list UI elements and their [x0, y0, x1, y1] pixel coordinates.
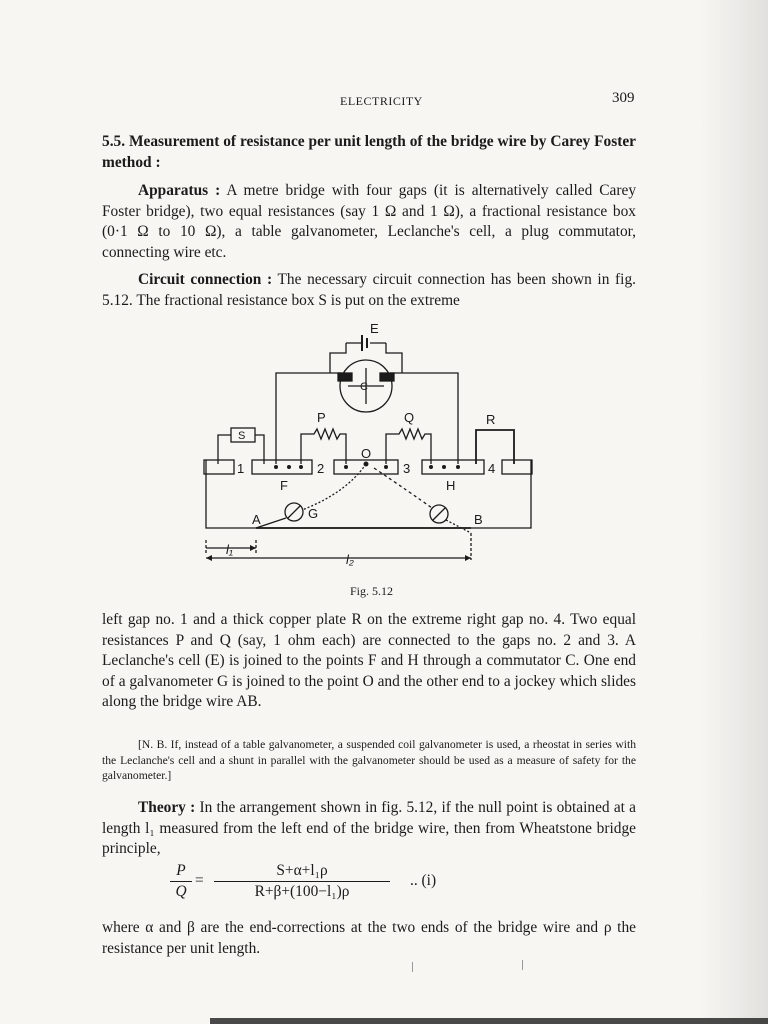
terminal-dot	[384, 465, 388, 469]
scan-mark	[412, 962, 413, 972]
label-q: Q	[404, 410, 415, 425]
page-number: 309	[612, 90, 635, 106]
label-a: A	[252, 512, 261, 527]
closing-text: where α and β are the end-corrections at the two ends of the bridge wire and ρ the resistance per unit length.	[102, 919, 636, 957]
note-block	[102, 737, 636, 784]
equation-number: .. (i)	[410, 872, 437, 889]
equation-rhs-numerator: S+α+l₁ρ	[276, 862, 328, 879]
section-number: 5.5.	[102, 133, 126, 150]
page-bottom-edge	[210, 1018, 768, 1024]
label-h: H	[446, 478, 456, 493]
wire-to-h	[390, 373, 458, 464]
resistor-q	[386, 429, 431, 464]
terminal-dot	[456, 465, 460, 469]
apparatus-text: A metre bridge with four gaps (it is alternatively called Carey Foster bridge), two equal resistances (say 1 Ω and 1 Ω), a fractional resistance box (0·1 Ω to 10 Ω), a table galvanometer, Leclanche's cell, a plug commutator, connecting wire etc.	[102, 182, 637, 261]
label-o: O	[361, 446, 372, 461]
length-guides	[206, 533, 471, 560]
apparatus-paragraph	[102, 181, 636, 263]
galvanometer-needle	[288, 506, 300, 518]
theory-paragraph	[102, 798, 636, 860]
fraction-bar	[170, 881, 192, 882]
label-gap4: 4	[488, 461, 496, 476]
label-e: E	[370, 321, 379, 336]
body-text: left gap no. 1 and a thick copper plate R on the extreme right gap no. 4. Two equal resistances P and Q (say, 1 ohm each) are connected to the gaps no. 2 and 3. A Leclanche's cell (E) is joined to the points F and H through a commutator C. One end of a galvanometer G is joined to the point O and the other end to a jockey which slides along the bridge wire AB.	[102, 611, 636, 710]
label-p: P	[317, 410, 326, 425]
terminal-dot	[364, 462, 369, 467]
fraction-bar	[214, 881, 390, 882]
equation-rhs	[214, 862, 390, 901]
terminal-dot	[429, 465, 433, 469]
terminal-dot	[274, 465, 278, 469]
equation-lhs-denominator: Q	[175, 883, 187, 900]
equation-lhs-numerator: P	[176, 862, 186, 879]
equation-rhs-denominator: R+β+(100−l₁)ρ	[254, 883, 350, 900]
terminal-dot	[344, 465, 348, 469]
commutator-pin	[380, 373, 394, 381]
label-g: G	[308, 506, 319, 521]
terminal-dot	[287, 465, 291, 469]
label-r: R	[486, 412, 496, 427]
apparatus-label: Apparatus :	[138, 182, 221, 199]
equation-lhs	[170, 862, 192, 901]
terminal-dot	[299, 465, 303, 469]
running-title: ELECTRICITY	[340, 94, 423, 108]
label-l1: l₁	[226, 542, 233, 557]
equals-sign: =	[195, 872, 204, 889]
label-s: S	[238, 430, 246, 442]
figure-caption: Fig. 5.12	[350, 584, 394, 598]
cell-plates	[362, 335, 367, 351]
jockey-needle	[433, 508, 445, 520]
commutator-pin	[338, 373, 352, 381]
closing-paragraph	[102, 918, 636, 959]
section-heading	[102, 132, 636, 173]
jockey-to-b	[446, 520, 471, 533]
plate-left	[204, 460, 234, 474]
label-c: C	[360, 381, 368, 393]
wire-to-f	[276, 373, 342, 464]
label-gap2: 2	[317, 461, 325, 476]
resistor-p	[301, 429, 346, 464]
scan-mark	[522, 960, 523, 970]
carey-foster-circuit-diagram	[196, 318, 536, 574]
note-text: [N. B. If, instead of a table galvanometer, a suspended coil galvanometer is used, a rheostat in series with the Leclanche's cell and a shunt in parallel with the galvanometer should be used as a measure of safety for the galvanometer.]	[102, 738, 636, 782]
circuit-connection-paragraph	[102, 270, 636, 311]
plate-right	[502, 460, 532, 474]
section-title: Measurement of resistance per unit length of the bridge wire by Carey Foster method :	[102, 133, 636, 171]
label-l2: l₂	[346, 552, 354, 567]
label-b: B	[474, 512, 483, 527]
binding-shadow	[698, 0, 768, 1024]
circuit-connection-label: Circuit connection :	[138, 271, 273, 288]
copper-plate-r	[476, 430, 514, 464]
theory-text: In the arrangement shown in fig. 5.12, if the null point is obtained at a length l₁ measured from the left end of the bridge wire, then from Wheatstone bridge principle,	[102, 799, 636, 857]
circuit-connection-text: The necessary circuit connection has been shown in fig. 5.12. The fractional resistance box S is put on the extreme	[102, 271, 636, 309]
label-gap3: 3	[403, 461, 411, 476]
body-paragraph	[102, 610, 636, 713]
label-gap1: 1	[237, 461, 245, 476]
label-f: F	[280, 478, 288, 493]
equation-i	[170, 862, 550, 908]
terminal-dot	[442, 465, 446, 469]
theory-label: Theory :	[138, 799, 196, 816]
